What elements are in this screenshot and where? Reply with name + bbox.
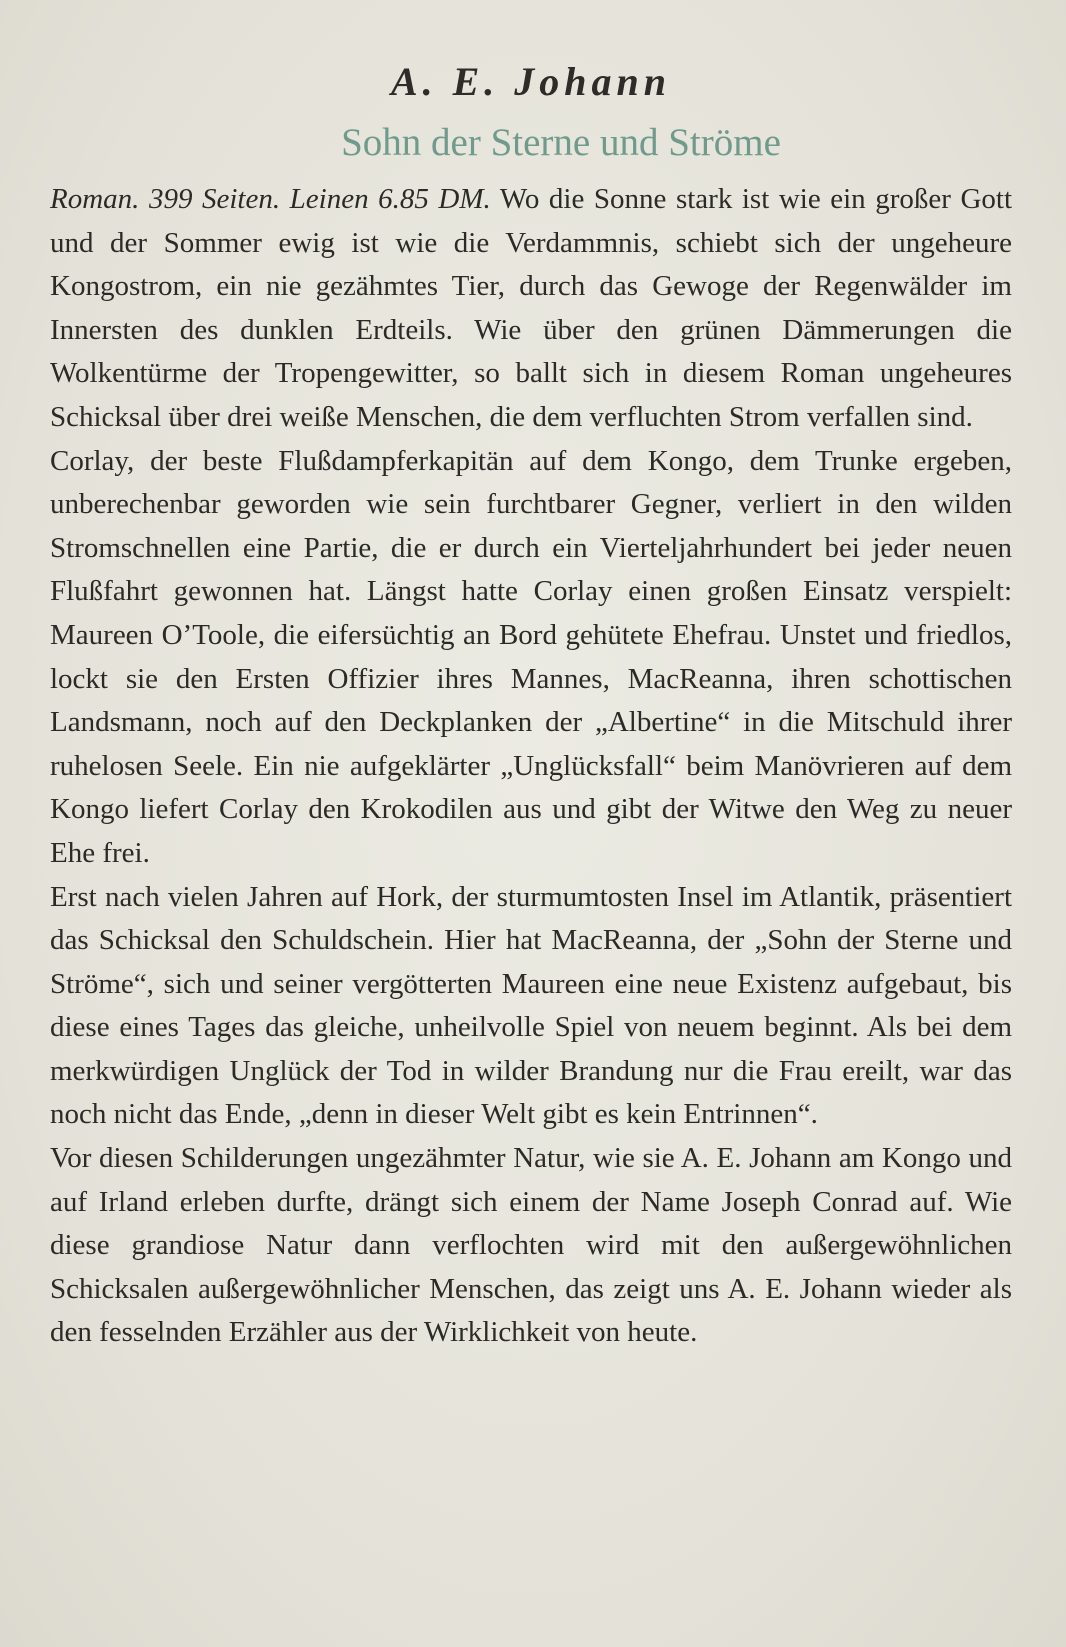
description-body <box>50 178 1012 1355</box>
paragraph-2: Corlay, der beste Flußdampferkapitän auf dem Kongo, dem Trunke ergeben, unberechenbar geworden wie sein furchtbarer Gegner, verliert in den wilden Stromschnellen eine Partie, die er durch ein Vierteljahrhundert bei jeder neuen Flußfahrt gewonnen hat. Längst hatte Corlay einen großen Einsatz verspielt: Maureen O’Toole, die eifersüchtig an Bord gehütete Ehefrau. Unstet und friedlos, lockt sie den Ersten Offizier ihres Mannes, MacReanna, ihren schottischen Landsmann, noch auf den Deckplanken der „Albertine“ in die Mitschuld ihrer ruhelosen Seele. Ein nie aufgeklärter „Unglücksfall“ beim Manövrieren auf dem Kongo liefert Corlay den Krokodilen aus und gibt der Witwe den Weg zu neuer Ehe frei. <box>50 444 1012 869</box>
book-title: Sohn der Sterne und Ströme <box>341 121 781 164</box>
book-details: Roman. 399 Seiten. Leinen 6.85 DM. <box>50 183 491 215</box>
paragraph-4: Vor diesen Schilderungen ungezähmter Natur, wie sie A. E. Johann am Kongo und auf Irland erleben durfte, drängt sich einem der Name Joseph Conrad auf. Wie diese grandiose Natur dann verflochten wird mit den außergewöhnlichen Schicksalen außergewöhnlicher Menschen, das zeigt uns A. E. Johann wieder als den fesselnden Erzähler aus der Wirklichkeit von heute. <box>50 1142 1012 1349</box>
author-name: A. E. Johann <box>390 59 672 104</box>
paragraph-1-text: Wo die Sonne stark ist wie ein großer Gott und der Sommer ewig ist wie die Verdammnis, schiebt sich der ungeheure Kongostrom, ein nie gezähmtes Tier, durch das Gewoge der Regenwälder im Innersten des dunklen Erdteils. Wie über den grünen Dämmerungen die Wolkentürme der Tropengewitter, so ballt sich in diesem Roman ungeheures Schicksal über drei weiße Menschen, die dem verfluchten Strom verfallen sind. <box>50 183 1013 433</box>
paragraph-3: Erst nach vielen Jahren auf Hork, der sturmumtosten Insel im Atlantik, präsentiert das Schicksal den Schuldschein. Hier hat MacReanna, der „Sohn der Sterne und Ströme“, sich und seiner vergötterten Maureen eine neue Existenz aufgebaut, bis diese eines Tages das gleiche, unheilvolle Spiel von neuem beginnt. Als bei dem merkwürdigen Unglück der Tod in wilder Brandung nur die Frau ereilt, war das noch nicht das Ende, „denn in dieser Welt gibt es kein Entrinnen“. <box>50 880 1012 1131</box>
paragraph-intro <box>50 178 1012 440</box>
